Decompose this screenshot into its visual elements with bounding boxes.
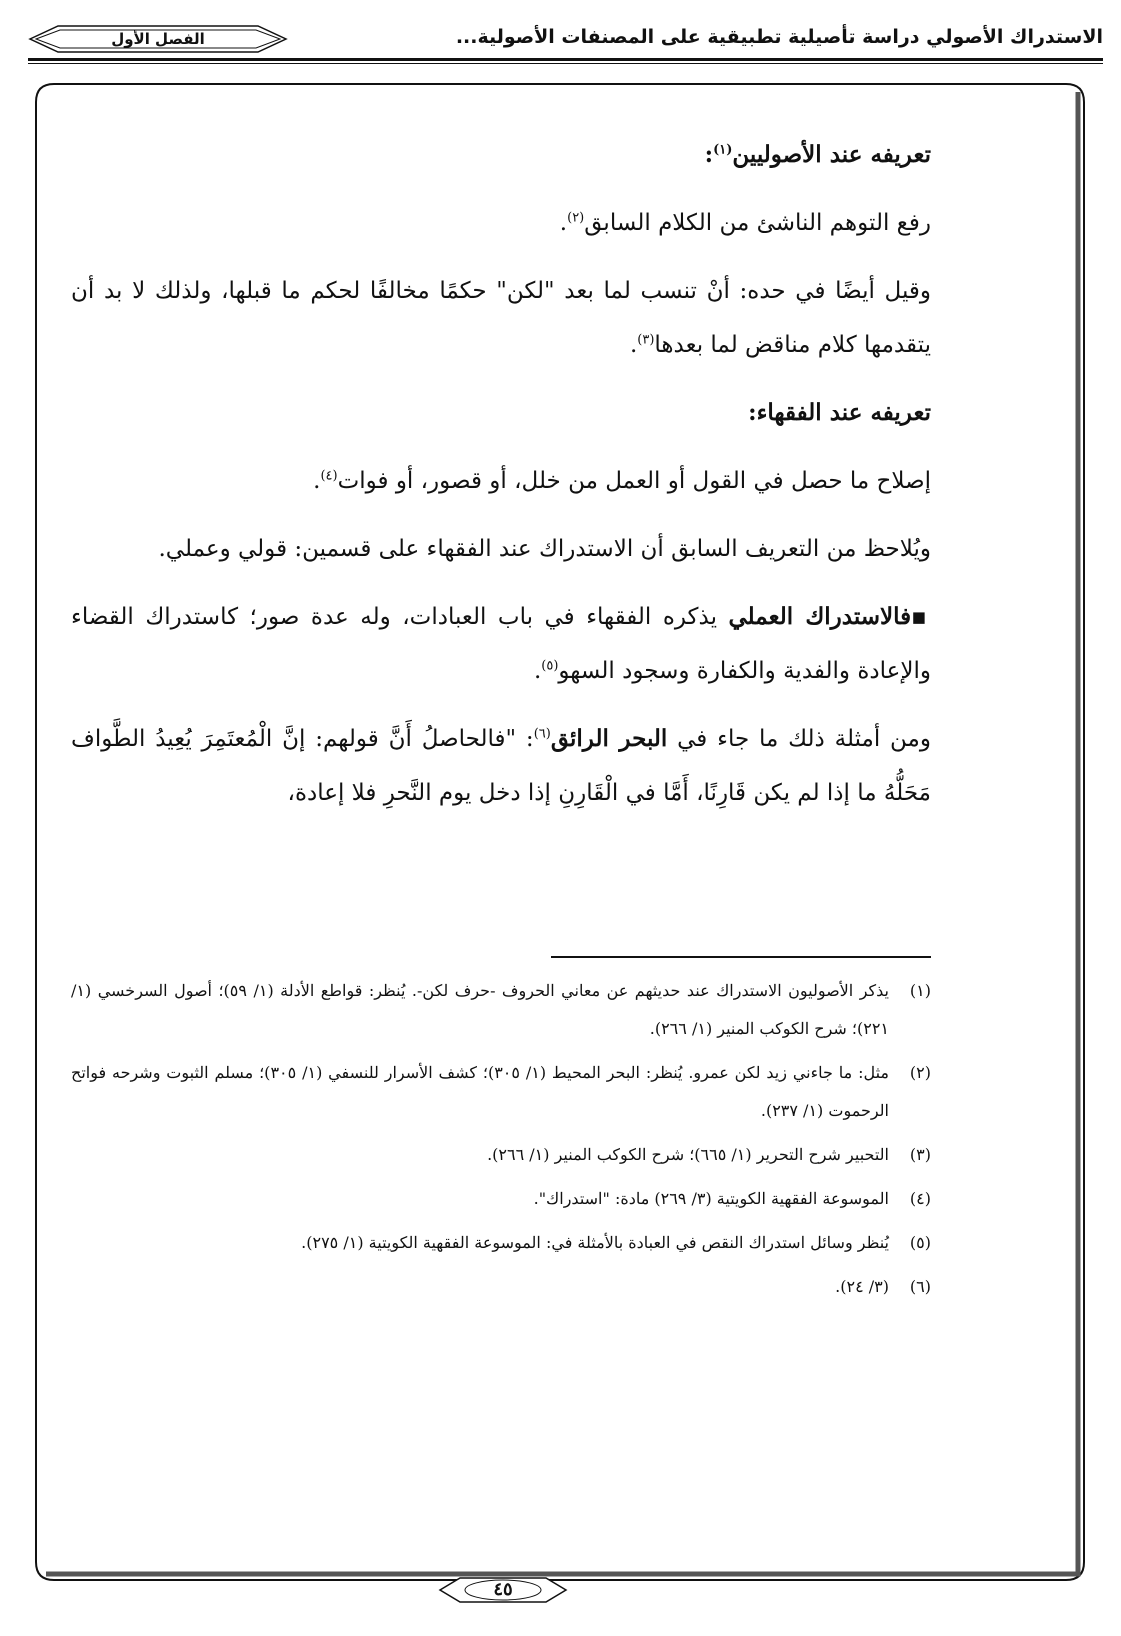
paragraph-text: يذكره الفقهاء في باب العبادات، وله عدة صور؛ كاستدراك القضاء والإعادة والفدية والكفارة وسجود السهو (71, 604, 931, 684)
header-rule (28, 58, 1103, 61)
footnote-number: (٢) (909, 1063, 931, 1082)
footnote-ref: (٢) (567, 210, 585, 226)
footnote-ref: (٤) (320, 468, 338, 484)
paragraph-text: رفع التوهم الناشئ من الكلام السابق (584, 210, 931, 236)
footnote-text: الموسوعة الفقهية الكويتية (٣/ ٢٦٩) مادة: "استدراك". (533, 1189, 889, 1208)
paragraph-text: إصلاح ما حصل في القول أو العمل من خلل، أو قصور، أو فوات (337, 468, 931, 494)
footnote-item (71, 1224, 931, 1262)
paragraph-text: : "فالحاصلُ أَنَّ قولهم: إنَّ الْمُعتَمِرَ يُعِيدُ الطَّواف مَحَلُّهُ ما إذا لم يكن قَارِنًا، أَمَّا في الْقَارِنِ إذا دخل يوم النَّحرِ فلا إعادة، (71, 726, 931, 806)
book-name: البحر الرائق (550, 725, 668, 752)
footnote-item (71, 972, 931, 1048)
footnote-number: (٥) (909, 1233, 931, 1252)
paragraph: رفع التوهم الناشئ من الكلام السابق$^{(٢)}$. (559, 210, 931, 236)
footnote-text: يُنظر وسائل استدراك النقص في العبادة بالأمثلة في: الموسوعة الفقهية الكويتية (١/ ٢٧٥). (301, 1233, 889, 1252)
footnote-separator (551, 956, 931, 958)
main-text (71, 128, 931, 834)
footnote-number: (٦) (909, 1277, 931, 1296)
footnote-item (71, 1268, 931, 1306)
paragraph: ▪فالاستدراك العملي يذكره الفقهاء في باب العبادات، وله عدة صور؛ كاستدراك القضاء والإعادة والفدية والكفارة وسجود السهو$^{(٥)}$. (71, 603, 931, 684)
footnote-item (71, 1054, 931, 1130)
header-rule-thin (28, 63, 1103, 64)
footnote-text: يذكر الأصوليون الاستدراك عند حديثهم عن معاني الحروف -حرف لكن-. يُنظر: قواطع الأدلة (١/ ٥٩)؛ أصول السرخسي (١/ ٢٢١)؛ شرح الكوكب المنير (١/ ٢٦٦). (71, 981, 890, 1038)
book-title: الاستدراك الأصولي دراسة تأصيلية تطبيقية على المصنفات الأصولية... (455, 26, 1103, 48)
paragraph (71, 712, 931, 820)
paragraph-text: وقيل أيضًا في حده: أنْ تنسب لما بعد "لكن" حكمًا مخالفًا لحكم ما قبلها، ولذلك لا بد أن يتقدمها كلام مناقض لما بعدها (71, 278, 931, 358)
chapter-label: الفصل الأول (111, 30, 205, 48)
paragraph: إصلاح ما حصل في القول أو العمل من خلل، أو قصور، أو فوات$^{(٤)}$. (313, 468, 931, 494)
footnote-ref: (١) (713, 142, 733, 158)
footnote-number: (١) (909, 981, 931, 1000)
page-number: ٤٥ (493, 1579, 513, 1600)
footnote-number: (٤) (909, 1189, 931, 1208)
paragraph: ويُلاحظ من التعريف السابق أن الاستدراك عند الفقهاء على قسمين: قولي وعملي. (158, 536, 931, 562)
paragraph-text: ومن أمثلة ذلك ما جاء في (667, 726, 931, 752)
chapter-tab (28, 24, 288, 54)
footnote-text: (٣/ ٢٤). (835, 1277, 889, 1296)
footnote-text: مثل: ما جاءني زيد لكن عمرو. يُنظر: البحر المحيط (١/ ٣٠٥)؛ كشف الأسرار للنسفي (١/ ٣٠٥)؛ مسلم الثبوت وشرحه فواتح الرحموت (١/ ٢٣٧). (71, 1063, 889, 1120)
footnote-item (71, 1180, 931, 1218)
paragraph: وقيل أيضًا في حده: أنْ تنسب لما بعد "لكن" حكمًا مخالفًا لحكم ما قبلها، ولذلك لا بد أن يتقدمها كلام مناقض لما بعدها$^{(٣)}$. (71, 278, 931, 358)
footnotes (71, 972, 931, 1312)
heading-usul-text: تعريفه عند الأصوليين (732, 141, 931, 168)
footnote-number: (٣) (909, 1145, 931, 1164)
page-header (28, 20, 1103, 70)
heading-usul: تعريفه عند الأصوليين$^{(١)}$: (704, 141, 931, 168)
footnote-item (71, 1136, 931, 1174)
footnote-ref: (٣) (637, 332, 655, 348)
footnote-text: التحبير شرح التحرير (١/ ٦٦٥)؛ شرح الكوكب المنير (١/ ٢٦٦). (487, 1145, 889, 1164)
footnote-ref: (٥) (541, 658, 559, 674)
footnote-ref: (٦) (533, 726, 551, 742)
bold-term: فالاستدراك العملي (728, 603, 912, 630)
page-number-badge (438, 1575, 568, 1605)
heading-fiqh: تعريفه عند الفقهاء: (748, 399, 931, 426)
